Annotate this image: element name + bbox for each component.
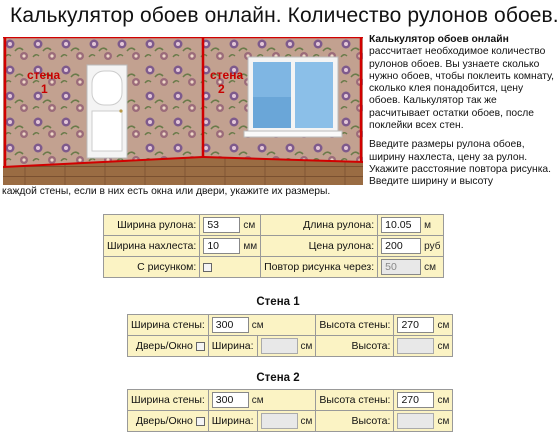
wall2-title: Стена 2 (256, 372, 300, 384)
page-title: Калькулятор обоев онлайн. Количество рулонов обоев. (10, 4, 559, 27)
wall2-height-label: Высота стены: (316, 390, 394, 411)
pattern-checkbox[interactable] (203, 263, 212, 272)
roll-price-unit: руб (424, 240, 441, 252)
wall2-width-input[interactable]: 300 (212, 392, 249, 408)
wall1-width-input[interactable]: 300 (212, 317, 249, 333)
roll-length-input[interactable]: 10.05 (381, 217, 421, 233)
intro-p1-rest: рассчитает необходимое количество рулонов обоев. Вы узнаете сколько нужно обоев, чтобы поклеить комнату, сколько клея понадобится, цену обоев. Калькулятор так же расчитывает остатки обоев, после поклейки всех стен. (369, 46, 555, 132)
wall2-open-width-label: Ширина: (208, 411, 257, 432)
wall1-height-input[interactable]: 270 (397, 317, 434, 333)
wall2-opening-cell (128, 411, 209, 432)
wall1-label-num: 1 (41, 82, 48, 96)
wall2-open-height-label: Высота: (316, 411, 394, 432)
wall2-width-unit: см (251, 394, 264, 406)
roll-length-cell (378, 215, 444, 236)
wall1-height-label: Высота стены: (316, 315, 394, 336)
intro-bold-lead: Калькулятор обоев онлайн (369, 34, 509, 45)
roll-length-unit: м (424, 219, 432, 231)
wall2-open-height-cell (394, 411, 453, 432)
roll-width-label: Ширина рулона: (104, 215, 200, 236)
wall1-width-unit: см (251, 319, 264, 331)
room-illustration (3, 37, 363, 185)
pattern-label: С рисунком: (104, 257, 200, 278)
wall2-table (127, 389, 453, 432)
intro-paragraph-2-tail: каждой стены, если в них есть окна или двери, укажите их размеры. (2, 186, 331, 197)
wall1-open-width-cell (257, 336, 316, 357)
wall1-opening-label: Дверь/Окно (135, 340, 193, 352)
wall2-open-height-input[interactable] (397, 413, 434, 429)
roll-params-table (103, 214, 444, 278)
wall1-open-height-label: Высота: (316, 336, 394, 357)
wall2-open-width-cell (257, 411, 316, 432)
wall1-open-width-input[interactable] (261, 338, 298, 354)
intro-paragraph-1 (369, 34, 555, 132)
wall1-opening-checkbox[interactable] (196, 342, 205, 351)
door (87, 65, 127, 158)
wall1-title: Стена 1 (256, 296, 300, 308)
roll-width-cell (200, 215, 261, 236)
roll-price-cell (378, 236, 444, 257)
wall1-open-width-unit: см (300, 340, 313, 352)
wall1-table (127, 314, 453, 357)
intro-text (369, 34, 555, 196)
roll-price-label: Цена рулона: (261, 236, 378, 257)
pattern-repeat-cell (378, 257, 444, 278)
roll-length-label: Длина рулона: (261, 215, 378, 236)
wall1-open-height-unit: см (437, 340, 450, 352)
wall1-width-cell (208, 315, 316, 336)
wall2-height-cell (394, 390, 453, 411)
wall1-height-cell (394, 315, 453, 336)
pattern-repeat-input[interactable]: 50 (381, 259, 421, 275)
wall2-width-cell (208, 390, 316, 411)
wall2-open-width-unit: см (300, 415, 313, 427)
wall2-open-width-input[interactable] (261, 413, 298, 429)
intro-paragraph-2: Введите размеры рулона обоев, ширину нахлеста, цену за рулон. Укажите расстояние повтора рисунка. Введите ширину и высоту (369, 139, 552, 188)
wall2-height-input[interactable]: 270 (397, 392, 434, 408)
wall1-label-word: стена (27, 68, 61, 82)
wall1-height-unit: см (437, 319, 450, 331)
wall2-label-num: 2 (218, 82, 225, 96)
wall2-label-word: стена (210, 68, 244, 82)
wall1-open-height-input[interactable] (397, 338, 434, 354)
overlap-cell (200, 236, 261, 257)
wall2-opening-checkbox[interactable] (196, 417, 205, 426)
window (244, 57, 342, 137)
wall1-open-width-label: Ширина: (208, 336, 257, 357)
overlap-input[interactable]: 10 (203, 238, 240, 254)
wall1-open-height-cell (394, 336, 453, 357)
wall2-open-height-unit: см (437, 415, 450, 427)
roll-width-input[interactable]: 53 (203, 217, 240, 233)
wall2-opening-label: Дверь/Окно (135, 415, 193, 427)
wall1-opening-cell (128, 336, 209, 357)
pattern-repeat-label: Повтор рисунка через: (261, 257, 378, 278)
pattern-cell (200, 257, 261, 278)
overlap-label: Ширина нахлеста: (104, 236, 200, 257)
wall2-width-label: Ширина стены: (128, 390, 209, 411)
roll-price-input[interactable]: 200 (381, 238, 421, 254)
wall1-width-label: Ширина стены: (128, 315, 209, 336)
pattern-repeat-unit: см (424, 261, 437, 273)
wall2-height-unit: см (437, 394, 450, 406)
overlap-unit: мм (243, 240, 258, 252)
roll-width-unit: см (243, 219, 256, 231)
